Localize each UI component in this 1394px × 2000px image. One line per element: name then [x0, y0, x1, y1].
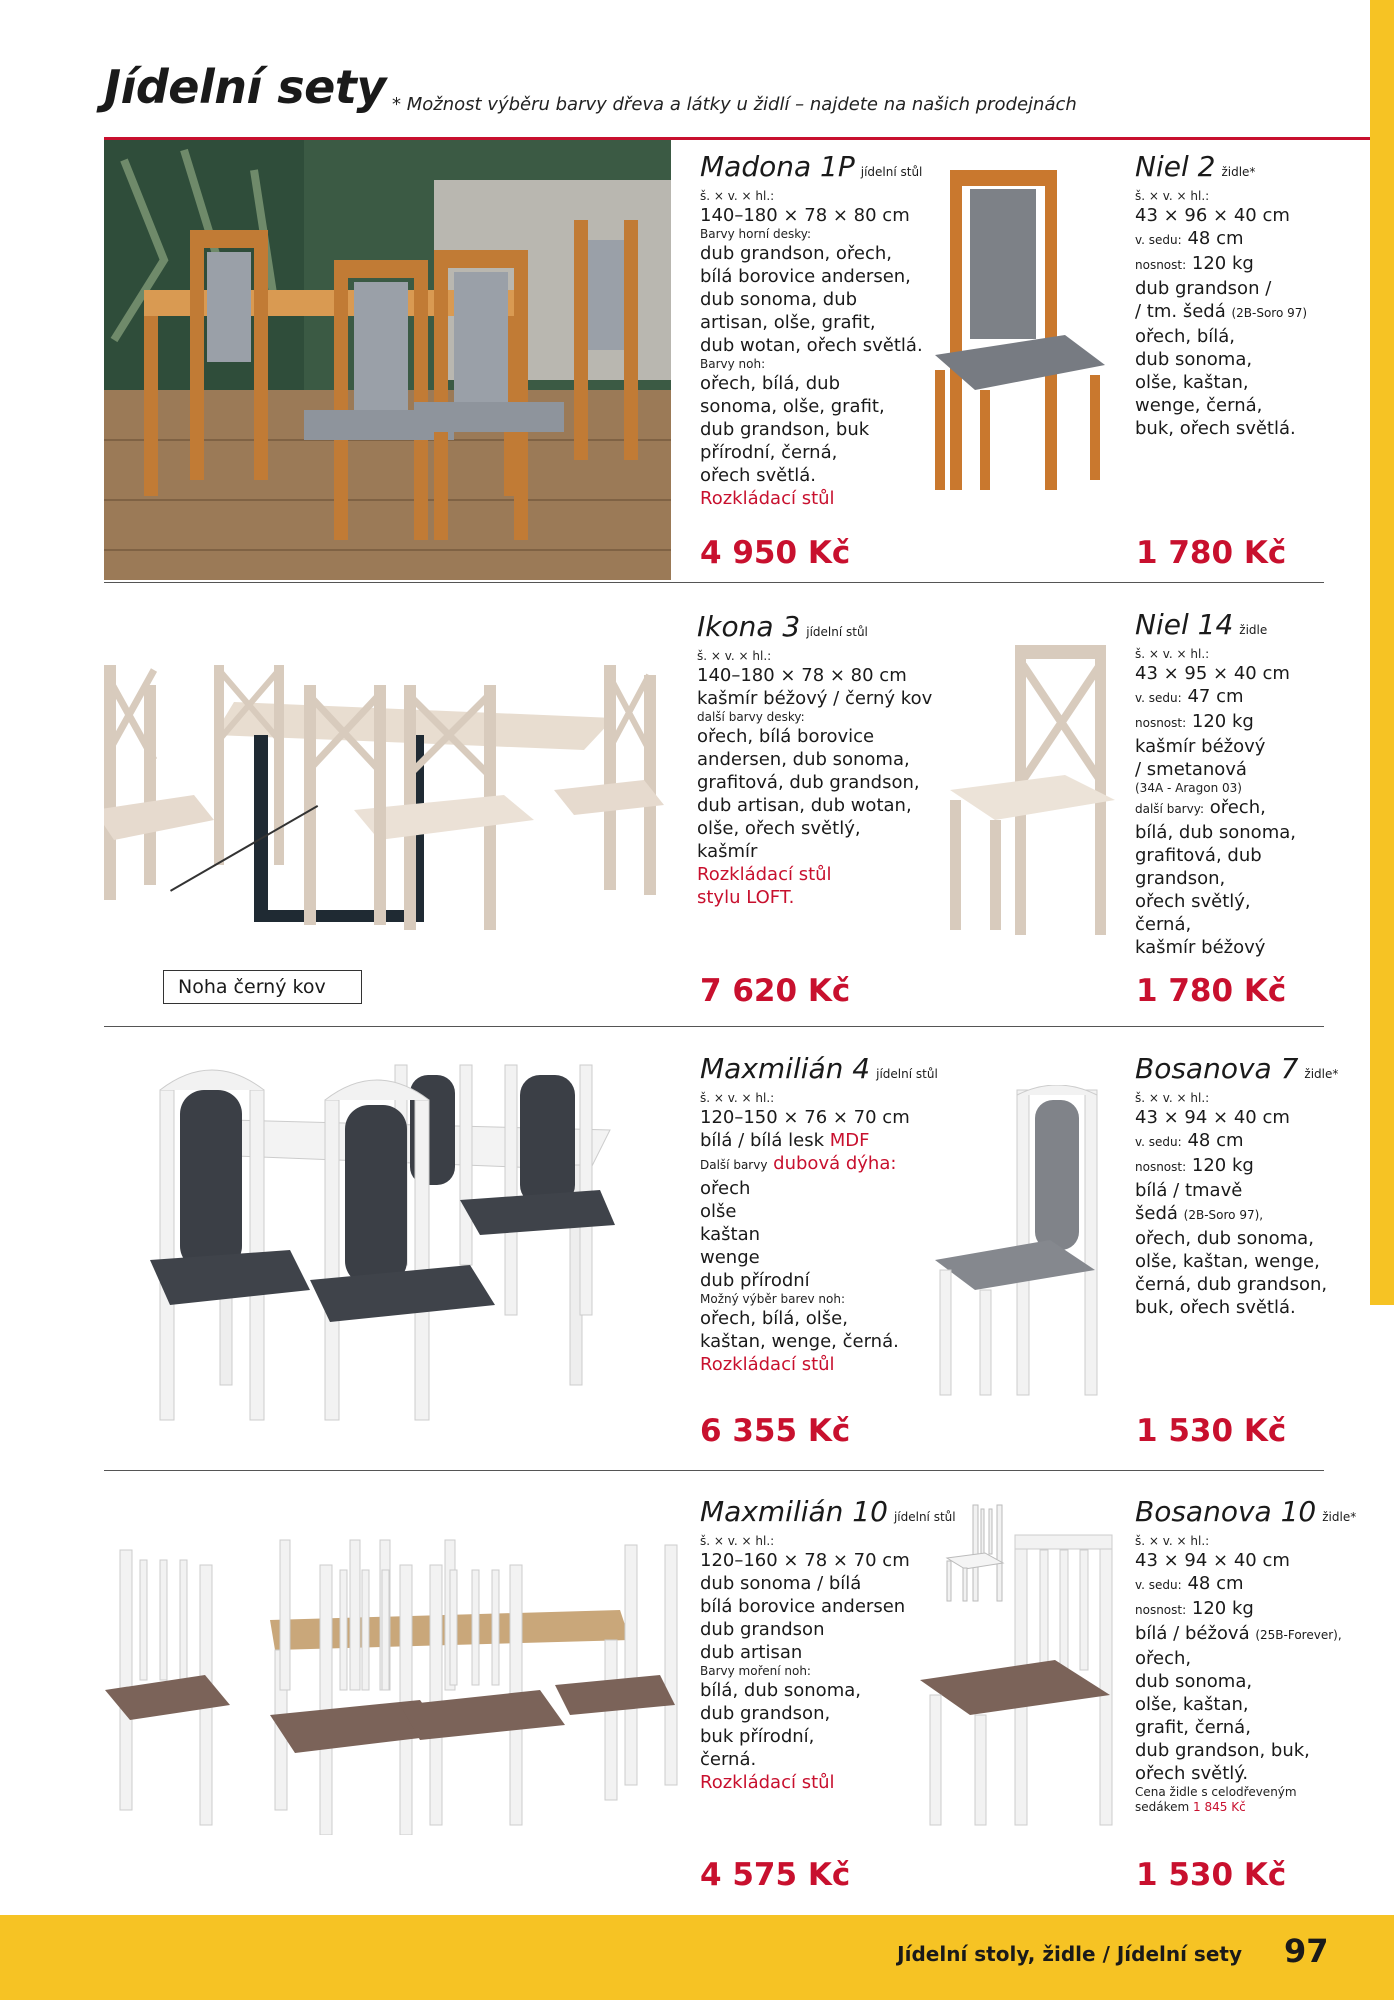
- feature-text: Rozkládací stůl: [697, 864, 832, 885]
- color-line: přírodní, černá,: [700, 442, 838, 463]
- seat-height: v. sedu: 48 cm: [1135, 1130, 1244, 1151]
- color-line: olše, kaštan,: [1135, 372, 1249, 393]
- product-name: Bosanova 7 židle*: [1135, 1052, 1339, 1085]
- chair-note: sedákem 1 845 Kč: [1135, 1800, 1246, 1814]
- color-line: buk, ořech světlá.: [1135, 1297, 1296, 1318]
- niel-2-price: 1 780 Kč: [1136, 535, 1287, 571]
- feature-text: Rozkládací stůl: [700, 1354, 835, 1375]
- product-name: Madona 1P jídelní stůl: [700, 150, 923, 183]
- bosanova-10-price: 1 530 Kč: [1136, 1857, 1287, 1893]
- load-capacity: nosnost: 120 kg: [1135, 711, 1254, 732]
- niel-14-chair-info: [1135, 608, 1370, 959]
- madona-dining-set-photo: [104, 140, 671, 580]
- maxmilian-10-table-info: [700, 1495, 956, 1794]
- color-line: ořech, bílá,: [1135, 326, 1236, 347]
- maxmilian-4-table-info: [700, 1052, 950, 1376]
- title-note: * Možnost výběru barvy dřeva a látky u židlí – najdete na našich prodejnách: [392, 94, 1077, 115]
- seat-height: v. sedu: 47 cm: [1135, 686, 1244, 707]
- dims-label: š. × v. × hl.:: [1135, 1534, 1210, 1548]
- color-line: bílá borovice andersen,: [700, 266, 911, 287]
- color-line: ořech světlý,: [1135, 891, 1251, 912]
- niel-2-chair-info: [1135, 150, 1365, 440]
- page-number: 97: [1284, 1932, 1329, 1970]
- color-line: bílá, dub sonoma,: [1135, 822, 1296, 843]
- sidebar-accent-strip: [1370, 0, 1394, 1305]
- product-name: Bosanova 10 židle*: [1135, 1495, 1357, 1528]
- feature-text: stylu LOFT.: [697, 887, 795, 908]
- maxmilian-10-price: 4 575 Kč: [700, 1857, 851, 1893]
- color-line: buk, ořech světlá.: [1135, 418, 1296, 439]
- dims-label: š. × v. × hl.:: [700, 1534, 775, 1548]
- maxmilian-4-price: 6 355 Kč: [700, 1413, 851, 1449]
- color-line: / smetanová: [1135, 759, 1247, 780]
- top-colors-label: další barvy desky:: [697, 710, 805, 724]
- leg-colors-label: Barvy noh:: [700, 357, 766, 371]
- madona-table-info: [700, 150, 940, 510]
- color-line: ořech: [700, 1178, 751, 1199]
- seat-height: v. sedu: 48 cm: [1135, 1573, 1244, 1594]
- feature-text: Rozkládací stůl: [700, 1772, 835, 1793]
- load-capacity: nosnost: 120 kg: [1135, 253, 1254, 274]
- color-line: ořech,: [1135, 1648, 1192, 1669]
- seat-height: v. sedu: 48 cm: [1135, 228, 1244, 249]
- color-line: černá.: [700, 1749, 757, 1770]
- callout-label: Noha černý kov: [163, 970, 362, 1004]
- dims-label: š. × v. × hl.:: [1135, 647, 1210, 661]
- color-line: bílá borovice andersen: [700, 1596, 906, 1617]
- product-name: Niel 14 židle: [1135, 608, 1268, 641]
- top-colors-label: Další barvy dubová dýha:: [700, 1153, 897, 1174]
- color-line: bílá, dub sonoma,: [700, 1680, 861, 1701]
- color-line: artisan, olše, grafit,: [700, 312, 876, 333]
- color-line: kaštan, wenge, černá.: [700, 1331, 899, 1352]
- color-line: grandson,: [1135, 868, 1226, 889]
- feature-text: Rozkládací stůl: [700, 488, 835, 509]
- color-line: wenge: [700, 1247, 760, 1268]
- ikona-price: 7 620 Kč: [700, 973, 851, 1009]
- dims-label: š. × v. × hl.:: [1135, 1091, 1210, 1105]
- dims-label: š. × v. × hl.:: [700, 189, 775, 203]
- color-line: dub grandson: [700, 1619, 825, 1640]
- product-name: Niel 2 židle*: [1135, 150, 1256, 183]
- color-line: ořech, bílá borovice: [697, 726, 875, 747]
- color-line: andersen, dub sonoma,: [697, 749, 910, 770]
- section-divider: [104, 1026, 1324, 1027]
- color-code: (34A - Aragon 03): [1135, 781, 1242, 795]
- leg-colors-label: Barvy moření noh:: [700, 1664, 811, 1678]
- color-line: grafitová, dub: [1135, 845, 1262, 866]
- footer-section-title: Jídelní stoly, židle / Jídelní sety: [897, 1942, 1242, 1966]
- color-line: černá, dub grandson,: [1135, 1274, 1328, 1295]
- dims-value: 140–180 × 78 × 80 cm: [700, 205, 910, 226]
- color-line: dub grandson,: [700, 1703, 831, 1724]
- color-line: dub grandson /: [1135, 278, 1272, 299]
- color-line: olše: [700, 1201, 737, 1222]
- dims-label: š. × v. × hl.:: [697, 649, 772, 663]
- chair-note: Cena židle s celodřeveným: [1135, 1785, 1297, 1799]
- color-line: ořech, bílá, dub: [700, 373, 841, 394]
- page-title: Jídelní sety: [104, 60, 386, 114]
- color-line: kašmír: [697, 841, 758, 862]
- ikona-table-info: [697, 610, 947, 909]
- color-line: buk přírodní,: [700, 1726, 815, 1747]
- color-line: dub artisan, dub wotan,: [697, 795, 912, 816]
- madona-price: 4 950 Kč: [700, 535, 851, 571]
- color-line: / tm. šedá (2B-Soro 97): [1135, 301, 1308, 322]
- bosanova-7-chair-info: [1135, 1052, 1370, 1319]
- dims-value: 43 × 95 × 40 cm: [1135, 663, 1290, 684]
- bosanova-7-price: 1 530 Kč: [1136, 1413, 1287, 1449]
- color-line: bílá / béžová (25B-Forever),: [1135, 1623, 1342, 1644]
- color-line: dub grandson, buk,: [1135, 1740, 1310, 1761]
- product-name: Ikona 3 jídelní stůl: [697, 610, 868, 643]
- color-line: dub grandson, buk: [700, 419, 870, 440]
- main-color: kašmír béžový / černý kov: [697, 688, 933, 709]
- load-capacity: nosnost: 120 kg: [1135, 1598, 1254, 1619]
- color-line: dub sonoma,: [1135, 1671, 1253, 1692]
- section-divider: [104, 1470, 1324, 1471]
- section-divider: [104, 582, 1324, 583]
- dims-value: 43 × 94 × 40 cm: [1135, 1107, 1290, 1128]
- color-line: černá,: [1135, 914, 1192, 935]
- color-line: ořech světlý.: [1135, 1763, 1249, 1784]
- leg-colors-label: Možný výběr barev noh:: [700, 1292, 846, 1306]
- color-line: ořech, dub sonoma,: [1135, 1228, 1314, 1249]
- dims-label: š. × v. × hl.:: [1135, 189, 1210, 203]
- color-line: dub sonoma, dub: [700, 289, 858, 310]
- color-line: dub přírodní: [700, 1270, 810, 1291]
- product-name: Maxmilián 4 jídelní stůl: [700, 1052, 938, 1085]
- color-line: olše, kaštan, wenge,: [1135, 1251, 1320, 1272]
- color-line: šedá (2B-Soro 97),: [1135, 1203, 1264, 1224]
- color-line: kašmír béžový: [1135, 937, 1266, 958]
- ikona-dining-set-photo: [104, 640, 684, 940]
- dims-value: 120–160 × 78 × 70 cm: [700, 1550, 910, 1571]
- dims-value: 43 × 94 × 40 cm: [1135, 1550, 1290, 1571]
- bosanova-10-chair-info: [1135, 1495, 1370, 1815]
- maxmilian-4-dining-set-photo: [150, 1050, 620, 1430]
- color-line: olše, kaštan,: [1135, 1694, 1249, 1715]
- maxmilian-10-dining-set-photo: [100, 1525, 680, 1835]
- color-line: grafit, černá,: [1135, 1717, 1251, 1738]
- dims-value: 140–180 × 78 × 80 cm: [697, 665, 907, 686]
- color-line: dub sonoma,: [1135, 349, 1253, 370]
- color-line: dub grandson, ořech,: [700, 243, 893, 264]
- dims-label: š. × v. × hl.:: [700, 1091, 775, 1105]
- top-colors-label: Barvy horní desky:: [700, 227, 812, 241]
- color-line: sonoma, olše, grafit,: [700, 396, 885, 417]
- color-line: olše, ořech světlý,: [697, 818, 861, 839]
- color-line: další barvy: ořech,: [1135, 797, 1266, 818]
- niel-14-price: 1 780 Kč: [1136, 973, 1287, 1009]
- color-line: ořech, bílá, olše,: [700, 1308, 848, 1329]
- niel-2-chair-photo: [925, 165, 1115, 495]
- color-line: dub wotan, ořech světlá.: [700, 335, 923, 356]
- product-name: Maxmilián 10 jídelní stůl: [700, 1495, 956, 1528]
- color-line: grafitová, dub grandson,: [697, 772, 920, 793]
- bosanova-10-chair-photo: [915, 1530, 1115, 1830]
- dims-value: 43 × 96 × 40 cm: [1135, 205, 1290, 226]
- color-line: dub sonoma / bílá: [700, 1573, 862, 1594]
- color-line: kašmír béžový: [1135, 736, 1266, 757]
- main-color: bílá / bílá lesk MDF: [700, 1130, 870, 1151]
- color-line: wenge, černá,: [1135, 395, 1263, 416]
- color-line: bílá / tmavě: [1135, 1180, 1243, 1201]
- color-line: dub artisan: [700, 1642, 803, 1663]
- bosanova-7-chair-photo: [935, 1085, 1100, 1405]
- color-line: kaštan: [700, 1224, 761, 1245]
- niel-14-chair-photo: [945, 640, 1125, 940]
- dims-value: 120–150 × 76 × 70 cm: [700, 1107, 910, 1128]
- color-line: ořech světlá.: [700, 465, 817, 486]
- load-capacity: nosnost: 120 kg: [1135, 1155, 1254, 1176]
